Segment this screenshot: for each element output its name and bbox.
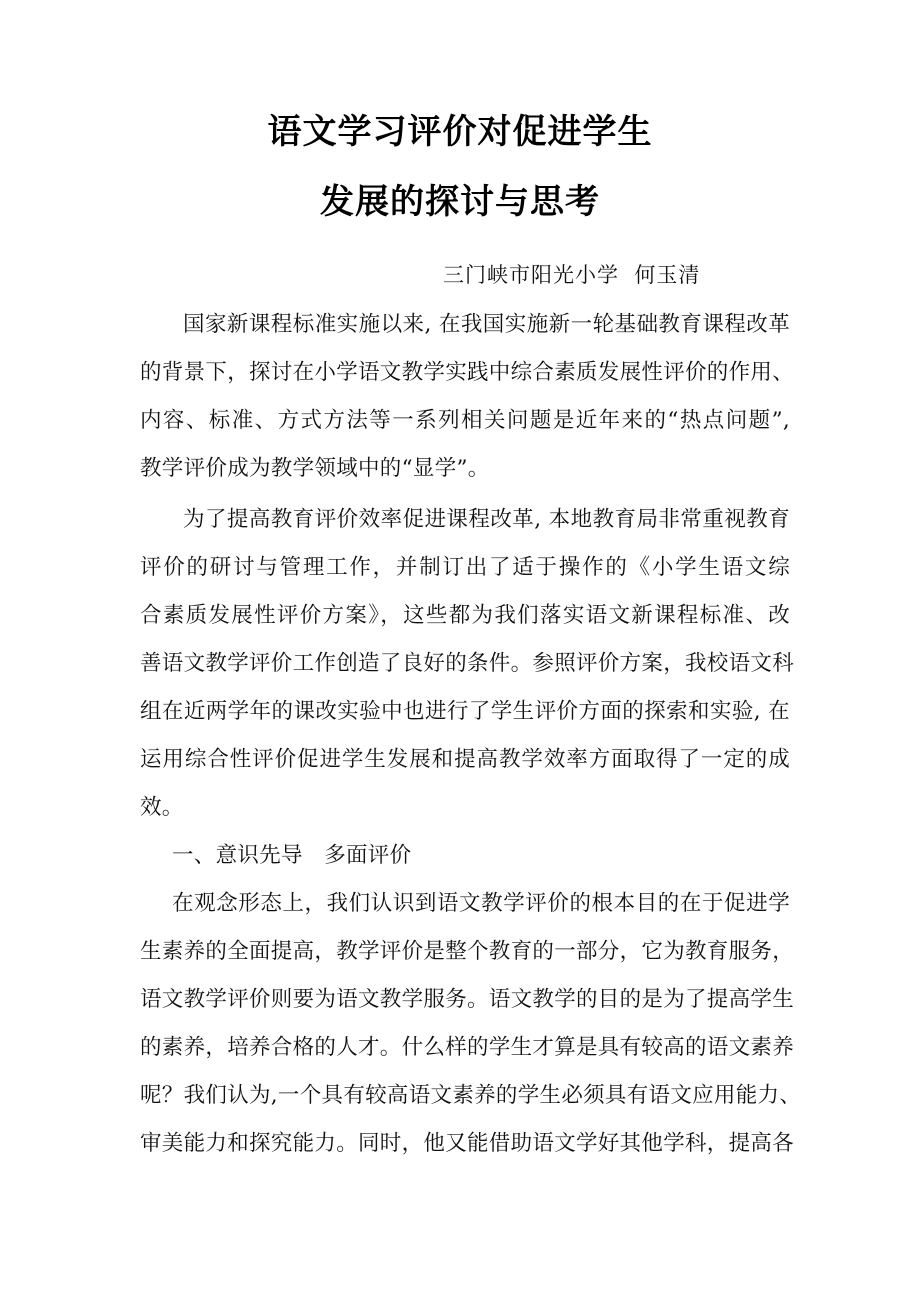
document-title-line-2: 发展的探讨与思考 [320,182,600,222]
paragraph-2-line-6: 运用综合性评价促进学生发展和提高教学效率方面取得了一定的成 [140,747,790,772]
document-title-line-1: 语文学习评价对促进学生 [267,112,653,152]
paragraph-2-line-7: 效。 [140,795,184,820]
paragraph-2-line-5: 组在近两学年的课改实验中也进行了学生评价方面的探索和实验, 在 [140,699,790,724]
paragraph-3-line-2: 生素养的全面提高，教学评价是整个教育的一部分，它为教育服务， [140,939,795,964]
paragraph-1-line-2: 的背景下，探讨在小学语文教学实践中综合素质发展性评价的作用、 [140,360,795,385]
paragraph-3-line-3: 语文教学评价则要为语文教学服务。语文教学的目的是为了提高学生 [140,987,795,1012]
section-heading-1: 一、意识先导 多面评价 [172,843,412,868]
paragraph-2-line-1: 为了提高教育评价效率促进课程改革, 本地教育局非常重视教育 [183,507,790,532]
paragraph-3-line-6: 审美能力和探究能力。同时，他又能借助语文学好其他学科，提高各 [140,1131,795,1156]
paragraph-1-line-4: 教学评价成为教学领域中的“显学”。 [140,456,490,481]
paragraph-3-line-1: 在观念形态上，我们认识到语文教学评价的根本目的在于促进学 [172,891,790,916]
author-byline: 三门峡市阳光小学 何玉清 [443,263,701,287]
paragraph-3-line-5: 呢？我们认为,一个具有较高语文素养的学生必须具有语文应用能力、 [140,1083,802,1108]
paragraph-2-line-2: 评价的研讨与管理工作，并制订出了适于操作的《小学生语文综 [140,555,790,580]
paragraph-2-line-3: 合素质发展性评价方案》，这些都为我们落实语文新课程标准、改 [140,603,790,628]
paragraph-3-line-4: 的素养，培养合格的人才。什么样的学生才算是具有较高的语文素养 [140,1035,795,1060]
paragraph-1-line-3: 内容、标准、方式方法等一系列相关问题是近年来的“热点问题”, [140,408,790,433]
paragraph-2-line-4: 善语文教学评价工作创造了良好的条件。参照评价方案，我校语文科 [140,651,795,676]
paragraph-1-line-1: 国家新课程标准实施以来, 在我国实施新一轮基础教育课程改革 [183,312,790,337]
